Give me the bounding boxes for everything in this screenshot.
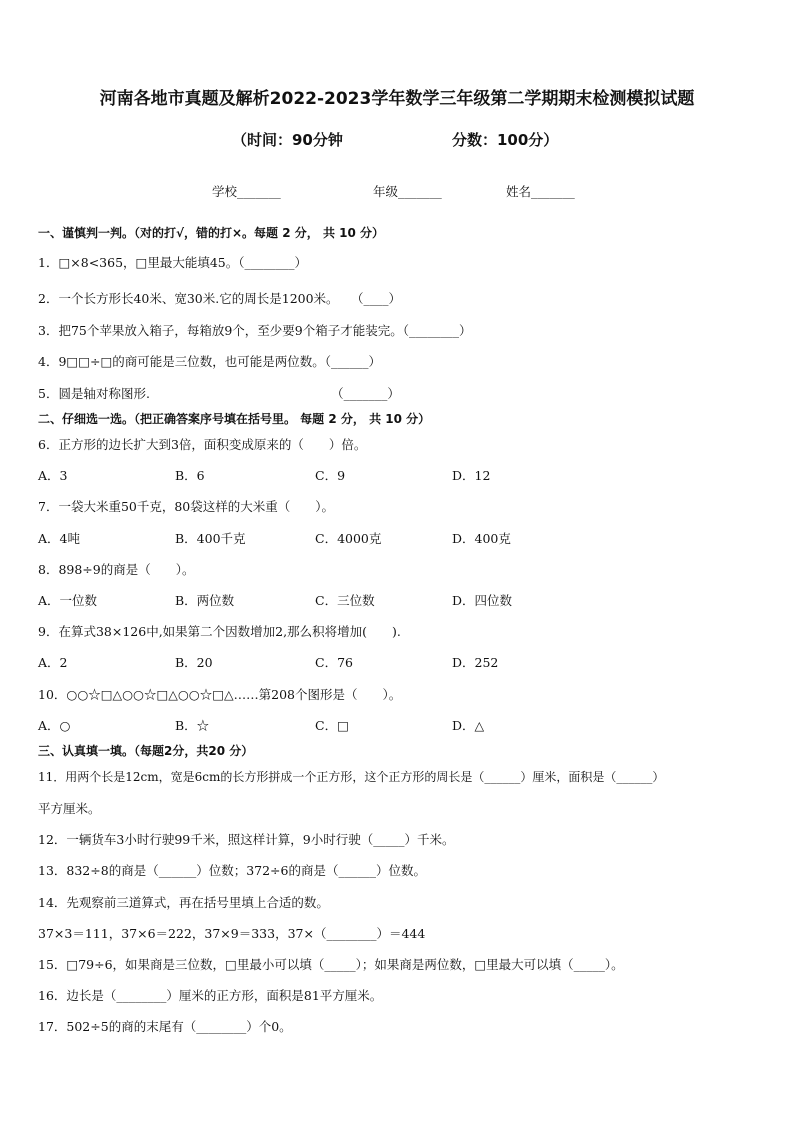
q9-option-b: B．20	[175, 655, 213, 670]
question-10: 10．○○☆□△○○☆□△○○☆□△……第208个图形是（ ）。	[38, 687, 402, 702]
question-11: 11．用两个长是12cm，宽是6cm的长方形拼成一个正方形，这个正方形的周长是（______）厘米，面积是（______）	[38, 770, 665, 784]
page-title: 河南各地市真题及解析2022-2023学年数学三年级第二学期期末检测模拟试题	[99, 89, 695, 109]
question-16: 16．边长是（________）厘米的正方形，面积是81平方厘米。	[38, 988, 383, 1003]
question-8: 8．898÷9的商是（ ）。	[38, 562, 195, 577]
q8-option-b: B．两位数	[175, 593, 235, 608]
question-14: 14．先观察前三道算式，再在括号里填上合适的数。	[38, 895, 329, 910]
question-7: 7．一袋大米重50千克，80袋这样的大米重（ ）。	[38, 499, 335, 514]
name-field[interactable]: 姓名_______	[506, 184, 575, 199]
q8-option-d: D．四位数	[452, 593, 513, 608]
section-2-heading: 二、仔细选一选。（把正确答案序号填在括号里。 每题 2 分， 共 10 分）	[38, 412, 431, 426]
q6-option-d: D．12	[452, 468, 491, 483]
grade-field[interactable]: 年级_______	[373, 184, 442, 199]
q7-option-b: B．400千克	[175, 531, 246, 546]
q7-option-c: C．4000克	[315, 531, 382, 546]
question-9: 9．在算式38×126中,如果第二个因数增加2,那么积将增加( ).	[38, 624, 401, 639]
q10-option-a: A．○	[38, 718, 71, 733]
question-11-cont: 平方厘米。	[38, 801, 101, 816]
q9-option-c: C．76	[315, 655, 353, 670]
question-4: 4．9□□÷□的商可能是三位数，也可能是两位数。（______）	[38, 354, 382, 369]
question-1: 1．□×8<365，□里最大能填45。（________）	[38, 255, 307, 270]
section-3-heading: 三、认真填一填。（每题2分，共20 分）	[38, 744, 254, 758]
q7-option-d: D．400克	[452, 531, 511, 546]
question-5: 5．圆是轴对称图形. （_______）	[38, 386, 400, 401]
question-6: 6．正方形的边长扩大到3倍，面积变成原来的（ ）倍。	[38, 437, 367, 452]
section-1-heading: 一、谨慎判一判。（对的打√，错的打×。每题 2 分， 共 10 分）	[38, 226, 384, 240]
q9-option-a: A．2	[38, 655, 68, 670]
student-info	[0, 182, 794, 202]
q8-option-c: C．三位数	[315, 593, 375, 608]
exam-time: （时间：90分钟	[232, 131, 343, 149]
question-12: 12．一辆货车3小时行驶99千米，照这样计算，9小时行驶（_____）千米。	[38, 832, 455, 847]
exam-score: 分数：100分）	[452, 131, 559, 149]
question-13: 13．832÷8的商是（______）位数；372÷6的商是（______）位数。	[38, 863, 426, 878]
school-field[interactable]: 学校_______	[212, 184, 281, 199]
exam-meta	[0, 129, 794, 151]
question-15: 15．□79÷6，如果商是三位数，□里最小可以填（_____）；如果商是两位数，□里最大可以填（_____）。	[38, 957, 624, 972]
q8-option-a: A．一位数	[38, 593, 98, 608]
question-17: 17．502÷5的商的末尾有（________）个0。	[38, 1019, 292, 1034]
q10-option-c: C．□	[315, 718, 349, 733]
q10-option-b: B．☆	[175, 718, 210, 733]
q6-option-b: B．6	[175, 468, 205, 483]
q9-option-d: D．252	[452, 655, 499, 670]
q10-option-d: D．△	[452, 718, 485, 733]
q7-option-a: A．4吨	[38, 531, 80, 546]
question-2: 2．一个长方形长40米、宽30米.它的周长是1200米。 （____）	[38, 291, 402, 306]
question-3: 3．把75个苹果放入箱子，每箱放9个，至少要9个箱子才能装完。（________）	[38, 323, 472, 338]
q6-option-c: C．9	[315, 468, 346, 483]
q6-option-a: A．3	[38, 468, 68, 483]
question-14-equations: 37×3＝111，37×6＝222，37×9＝333，37×（________）＝444	[38, 926, 426, 941]
